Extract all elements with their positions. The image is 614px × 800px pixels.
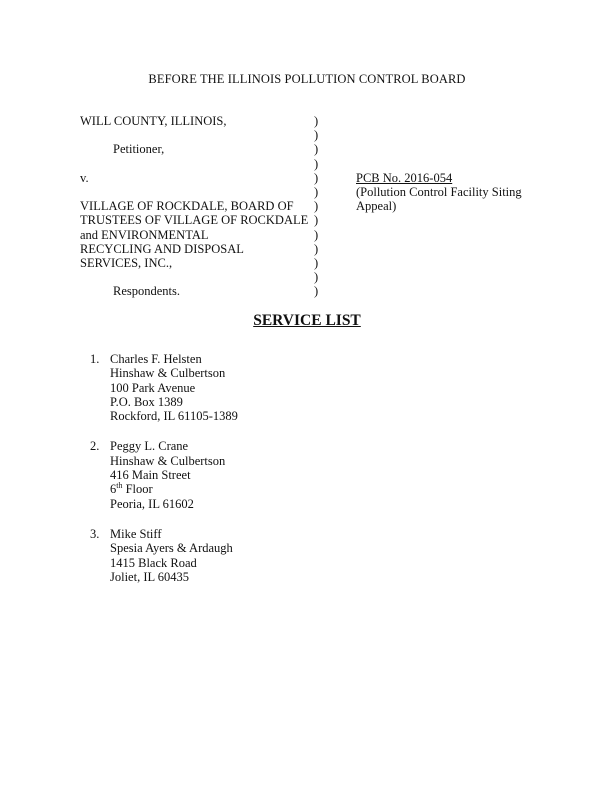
caption-line: SERVICES, INC., xyxy=(80,255,173,270)
floor-word: Floor xyxy=(122,482,153,497)
floor-number: 6 xyxy=(110,482,117,497)
recipient-firm: Spesia Ayers & Ardaugh xyxy=(110,541,233,556)
entry-address-block xyxy=(110,527,490,584)
address-line: 1415 Black Road xyxy=(110,555,197,570)
address-line: P.O. Box 1389 xyxy=(110,394,183,409)
service-list xyxy=(90,352,490,600)
case-info xyxy=(356,171,556,214)
floor-suffix: th xyxy=(116,481,123,491)
paren: ) xyxy=(314,170,319,185)
address-line: Rockford, IL 61105-1389 xyxy=(110,409,238,424)
service-list-entry xyxy=(90,352,490,423)
caption-line: WILL COUNTY, ILLINOIS, xyxy=(80,114,227,128)
address-line: 416 Main Street xyxy=(110,468,191,483)
caption-line: v. xyxy=(80,170,89,185)
paren: ) xyxy=(314,213,319,228)
address-line: 100 Park Avenue xyxy=(110,380,196,395)
entry-address-block xyxy=(110,439,490,510)
recipient-name: Charles F. Helsten xyxy=(110,352,202,366)
paren: ) xyxy=(314,284,319,299)
case-number: PCB No. 2016-054 xyxy=(356,171,453,185)
caption-line xyxy=(80,185,315,199)
case-type-line: (Pollution Control Facility Siting xyxy=(356,185,522,200)
caption-line xyxy=(80,128,315,142)
entry-number: 1. xyxy=(90,352,100,366)
paren: ) xyxy=(314,156,319,171)
paren: ) xyxy=(314,270,319,285)
caption-parties xyxy=(80,114,315,298)
service-list-entry xyxy=(90,527,490,584)
entry-address-block xyxy=(110,352,490,423)
address-line-floor xyxy=(110,482,490,496)
paren: ) xyxy=(314,227,319,242)
entry-number: 3. xyxy=(90,526,100,541)
caption-line: Respondents. xyxy=(113,284,181,299)
paren: ) xyxy=(314,114,319,128)
recipient-name: Peggy L. Crane xyxy=(110,439,189,454)
paren: ) xyxy=(314,184,319,199)
service-list-entry xyxy=(90,439,490,510)
address-line: Peoria, IL 61602 xyxy=(110,496,194,511)
entry-number: 2. xyxy=(90,439,100,454)
caption-paren-column xyxy=(314,114,324,298)
caption-line xyxy=(80,270,315,284)
caption-line: VILLAGE OF ROCKDALE, BOARD OF xyxy=(80,199,294,214)
paren: ) xyxy=(314,128,319,143)
paren: ) xyxy=(314,241,319,256)
recipient-firm: Hinshaw & Culbertson xyxy=(110,453,226,468)
caption-line: TRUSTEES OF VILLAGE OF ROCKDALE xyxy=(80,213,309,228)
recipient-name: Mike Stiff xyxy=(110,526,162,541)
address-line: Joliet, IL 60435 xyxy=(110,569,190,584)
caption-line xyxy=(80,157,315,171)
caption-line: Petitioner, xyxy=(113,142,165,157)
document-title: SERVICE LIST xyxy=(253,312,361,329)
caption-line: and ENVIRONMENTAL xyxy=(80,227,209,242)
paren: ) xyxy=(314,255,319,270)
paren: ) xyxy=(314,142,319,157)
caption-line: RECYCLING AND DISPOSAL xyxy=(80,241,244,256)
paren: ) xyxy=(314,199,319,214)
recipient-firm: Hinshaw & Culbertson xyxy=(110,366,226,381)
case-type-line: Appeal) xyxy=(356,199,397,214)
court-title: BEFORE THE ILLINOIS POLLUTION CONTROL BOARD xyxy=(148,72,466,86)
